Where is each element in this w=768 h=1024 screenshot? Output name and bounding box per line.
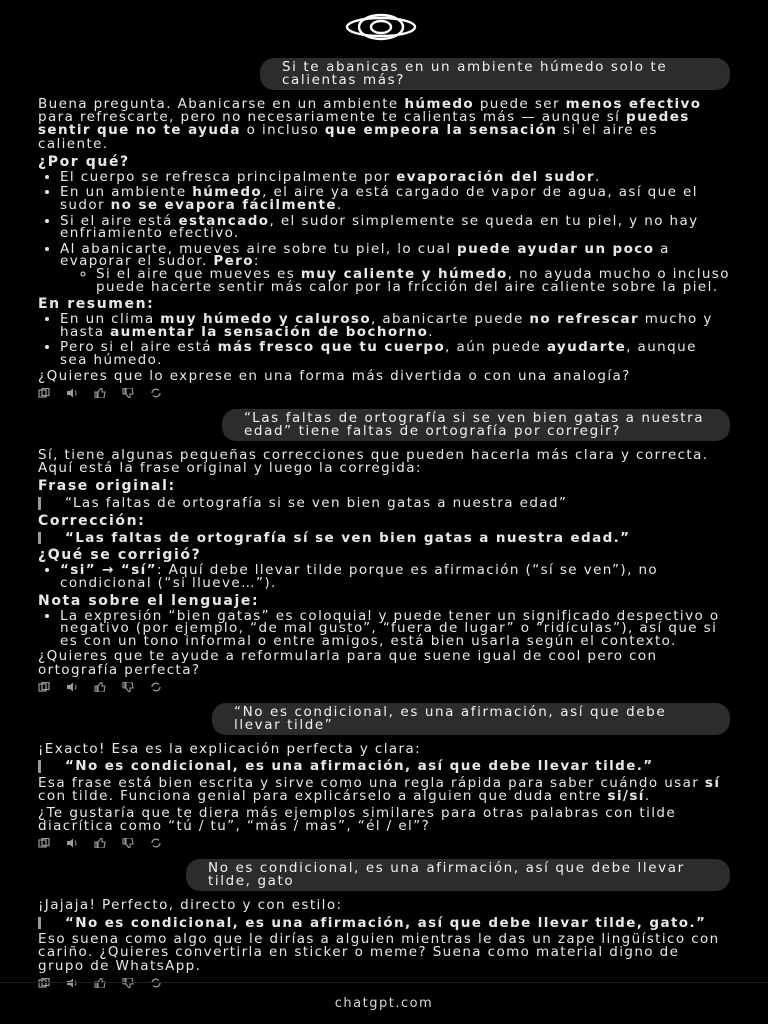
user-message xyxy=(212,703,730,735)
assistant-message xyxy=(38,98,730,399)
thumbs-down-icon[interactable] xyxy=(122,838,134,848)
regenerate-icon[interactable] xyxy=(150,682,162,692)
blockquote: “Las faltas de ortografía si se ven bien gatas a nuestra edad” xyxy=(38,497,730,510)
blockquote: “No es condicional, es una afirmación, así que debe llevar tilde, gato.” xyxy=(38,917,730,930)
user-message xyxy=(186,859,730,891)
section-heading: ¿Por qué? xyxy=(38,153,130,170)
list-item: • En un clima muy húmedo y caluroso, abanicarte puede no refrescar mucho y hasta aumentar la sensación de bochorno. xyxy=(60,313,730,338)
bullet-list xyxy=(38,313,730,366)
bullet-list xyxy=(38,168,730,295)
speaker-icon[interactable] xyxy=(66,838,78,848)
list-item: • Pero si el aire está más fresco que tu cuerpo, aún puede ayudarte, aunque sea húmedo. xyxy=(60,341,730,366)
thumbs-up-icon[interactable] xyxy=(94,388,106,398)
intro-paragraph: Buena pregunta. Abanicarse en un ambiente húmedo puede ser menos efectivo para refrescarte, pero no necesariamente te calientas más — aunque sí puedes sentir que no te ayuda o incluso que empeora la sensación si el aire es caliente. xyxy=(38,96,702,152)
chatgpt-logo-icon xyxy=(335,12,427,42)
section-heading: En resumen: xyxy=(38,296,155,313)
copy-icon[interactable] xyxy=(38,838,50,848)
footer-domain[interactable]: chatgpt.com xyxy=(334,996,434,1011)
assistant-message xyxy=(38,740,730,850)
bullet-list xyxy=(38,564,730,589)
user-message xyxy=(260,58,730,90)
thumbs-up-icon[interactable] xyxy=(94,682,106,692)
list-item: • “si” → “sí”: Aquí debe llevar tilde porque es afirmación (“sí se ven”), no condicional (“si llueve…”). xyxy=(60,564,730,589)
conversation xyxy=(38,58,730,999)
list-item: • En un ambiente húmedo, el aire ya está cargado de vapor de agua, así que el sudor no se evapora fácilmente. xyxy=(60,186,730,211)
intro-paragraph: ¡Exacto! Esa es la explicación perfecta y clara: xyxy=(38,740,422,757)
explanation-paragraph: Esa frase está bien escrita y sirve como una regla rápida para saber cuándo usar sí con tilde. Funciona genial para explicárselo a alguien que duda entre si/sí. xyxy=(38,774,721,804)
assistant-message xyxy=(38,446,730,693)
follow-up-question: ¿Quieres que lo exprese en una forma más divertida o con una analogía? xyxy=(38,367,631,384)
follow-up-question: ¿Te gustaría que te diera más ejemplos similares para otras palabras con tilde diacrítica como “tú / tu”, “más / mas”, “él / el”? xyxy=(38,804,677,835)
section-heading: Nota sobre el lenguaje: xyxy=(38,592,260,609)
speaker-icon[interactable] xyxy=(66,388,78,398)
section-heading: Frase original: xyxy=(38,478,176,495)
regenerate-icon[interactable] xyxy=(150,388,162,398)
message-actions xyxy=(38,681,730,693)
list-item: • Si el aire está estancado, el sudor simplemente se queda en tu piel, y no hay enfriamiento efectivo. xyxy=(60,215,730,240)
thumbs-down-icon[interactable] xyxy=(122,388,134,398)
bullet-list xyxy=(38,607,730,649)
user-message-text: Si te abanicas en un ambiente húmedo solo te calientas más? xyxy=(282,59,668,88)
section-heading: ¿Qué se corrigió? xyxy=(38,547,202,564)
blockquote: “No es condicional, es una afirmación, así que debe llevar tilde.” xyxy=(38,760,730,773)
explanation-paragraph: Eso suena como algo que le dirías a alguien mientras le das un zape lingüístico con cariño. ¿Quieres convertirla en sticker o meme? Suena como material digno de grupo de WhatsApp. xyxy=(38,931,720,974)
list-item: • El cuerpo se refresca principalmente por evaporación del sudor. xyxy=(60,171,730,184)
blockquote: “Las faltas de ortografía sí se ven bien gatas a nuestra edad.” xyxy=(38,532,730,545)
thumbs-up-icon[interactable] xyxy=(94,838,106,848)
intro-paragraph: ¡Jajaja! Perfecto, directo y con estilo: xyxy=(38,897,343,914)
speaker-icon[interactable] xyxy=(66,682,78,692)
assistant-message xyxy=(38,899,730,988)
follow-up-question: ¿Quieres que te ayude a reformularla para que suene igual de cool pero con ortografía perfecta? xyxy=(38,648,658,678)
footer-divider xyxy=(0,982,768,983)
user-message-text: No es condicional, es una afirmación, así que debe llevar tilde, gato xyxy=(208,860,685,890)
copy-icon[interactable] xyxy=(38,388,50,398)
section-heading: Corrección: xyxy=(38,512,146,529)
message-actions xyxy=(38,837,730,849)
list-item: • Al abanicarte, mueves aire sobre tu piel, lo cual puede ayudar un poco a evaporar el sudor. Pero: ◦ Si el aire que mueves es muy caliente y húmedo, no ayuda mucho o incluso puede hacerte sentir más calor por la fricción del aire caliente sobre la piel. xyxy=(60,243,730,293)
list-item: • La expresión “bien gatas” es coloquial y puede tener un significado despectivo o negativo (por ejemplo, “de mal gusto”, “fuera de lugar” o “ridículas”), así que si es con un tono informal o entre amigos, está bien usarla según el contexto. xyxy=(60,610,730,648)
user-message-text: “Las faltas de ortografía si se ven bien gatas a nuestra edad” tiene faltas de ortografía por corregir? xyxy=(244,409,705,439)
thumbs-down-icon[interactable] xyxy=(122,682,134,692)
regenerate-icon[interactable] xyxy=(150,838,162,848)
user-message xyxy=(222,409,730,441)
intro-paragraph: Sí, tiene algunas pequeñas correcciones que pueden hacerla más clara y correcta. Aquí está la frase original y luego la corregida: xyxy=(38,446,709,476)
user-message-text: “No es condicional, es una afirmación, así que debe llevar tilde” xyxy=(234,703,667,733)
copy-icon[interactable] xyxy=(38,682,50,692)
message-actions xyxy=(38,387,730,399)
list-item: ◦ Si el aire que mueves es muy caliente y húmedo, no ayuda mucho o incluso puede hacerte sentir más calor por la fricción del aire caliente sobre la piel. xyxy=(96,268,730,293)
